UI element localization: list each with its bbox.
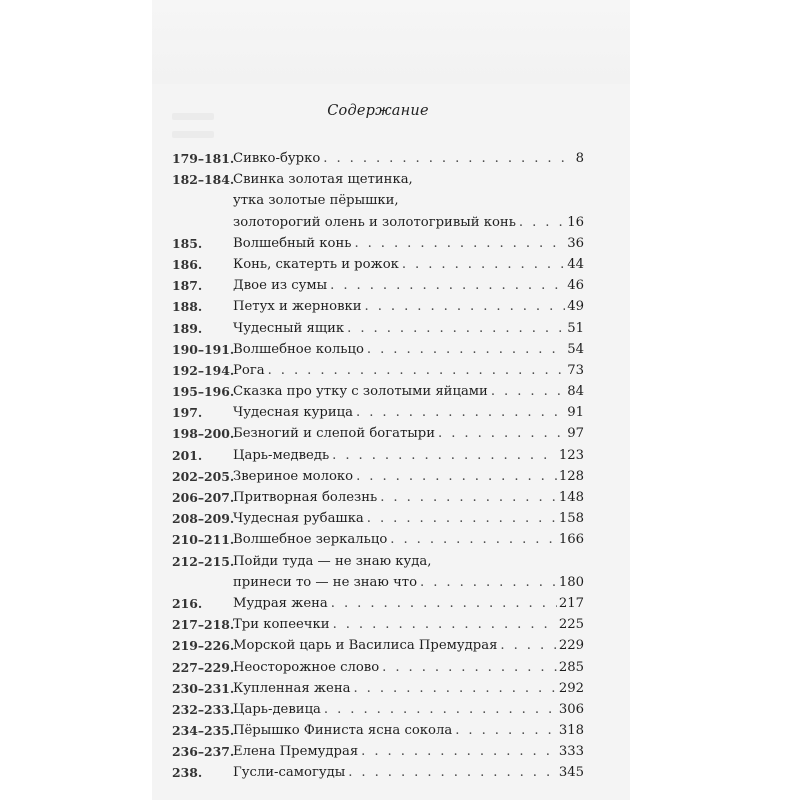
dot-leader: [399, 254, 565, 275]
dot-leader: [351, 233, 565, 254]
toc-entry-page: 54: [567, 341, 584, 357]
dot-leader: [435, 423, 565, 444]
toc-entry-line: [172, 487, 584, 508]
toc-entry-line: [172, 423, 584, 444]
toc-entry-text: [233, 318, 584, 339]
toc-entry-title: Конь, скатерть и рожок: [233, 256, 399, 272]
dot-leader: [320, 148, 573, 169]
toc-entry-number: 206–207.: [172, 490, 235, 505]
dot-leader: [328, 593, 557, 614]
toc-entry-number: 189.: [172, 320, 203, 336]
toc-entry-title: Сказка про утку с золотыми яйцами: [233, 384, 488, 400]
toc-entry-text: [233, 233, 584, 254]
toc-entry-line: [172, 402, 584, 423]
toc-entry-page: 73: [567, 362, 584, 378]
toc-entry-text: [233, 339, 584, 360]
toc-entry-line: [172, 169, 584, 190]
toc-entry-number: 201.: [172, 447, 203, 463]
toc-entry-number: 192–194.: [172, 362, 235, 378]
toc-entry-page: 51: [567, 320, 584, 336]
toc-entry-line: [172, 318, 584, 339]
toc-entry-page: 318: [558, 723, 584, 739]
toc-entry-text: [233, 275, 584, 296]
toc-entry-title: Звериное молоко: [233, 468, 354, 484]
toc-entry-line: [172, 360, 584, 381]
dot-leader: [327, 275, 565, 296]
toc-entry-text: [233, 445, 584, 466]
toc-entry-line: [172, 720, 584, 741]
toc-entry-number: 182–184.: [172, 172, 235, 188]
toc-entry-line: [172, 614, 584, 635]
toc-entry-line: [172, 678, 584, 699]
toc-entry-line: [172, 148, 584, 169]
toc-entry-line: [172, 233, 584, 254]
toc-entry-number: 185.: [172, 235, 203, 251]
toc-entry-page: 97: [567, 426, 584, 442]
toc-entry-page: 345: [558, 765, 584, 781]
toc-entry-line: [172, 657, 584, 678]
dot-leader: [329, 445, 557, 466]
toc-entry-text: [233, 487, 584, 508]
toc-entry-number: 186.: [172, 256, 203, 272]
dot-leader: [516, 212, 565, 233]
toc-entry-number: 210–211.: [172, 532, 235, 548]
toc-entry-number: 238.: [172, 765, 203, 781]
toc-entry-title: Волшебное зеркальцо: [233, 532, 388, 548]
toc-entry-page: 123: [558, 447, 584, 463]
dot-leader: [350, 678, 556, 699]
toc-entry-page: 8: [575, 151, 584, 166]
toc-entry-line: [172, 741, 584, 762]
toc-entry-page: 333: [558, 744, 584, 760]
toc-entry-title: Купленная жена: [233, 680, 351, 696]
dot-leader: [452, 720, 557, 741]
dot-leader: [265, 360, 566, 381]
toc-entry-text: [233, 402, 584, 423]
toc-entry-title: Чудесная курица: [233, 405, 354, 421]
toc-entry-title: Двое из сумы: [233, 278, 328, 294]
toc-entry-title: Чудесный ящик: [233, 320, 345, 336]
toc-entry-number: 190–191.: [172, 341, 235, 357]
toc-entry-title: Пойди туда — не знаю куда,: [233, 553, 432, 569]
toc-entry-title: Царь-медведь: [233, 447, 330, 463]
dot-leader: [377, 487, 557, 508]
toc-entry-page: 44: [567, 256, 584, 272]
toc-entry-title: Рога: [233, 362, 265, 378]
toc-entry-number: 208–209.: [172, 511, 235, 527]
dot-leader: [353, 402, 565, 423]
table-of-contents: [172, 0, 584, 800]
toc-entry-text: [233, 466, 584, 487]
dot-leader: [417, 572, 557, 593]
toc-entry-line: [172, 212, 584, 233]
dot-leader: [497, 635, 556, 656]
toc-entry-line: [172, 572, 584, 593]
toc-entry-text: [233, 699, 584, 720]
toc-entry-page: 166: [558, 532, 584, 548]
toc-entry-text: [233, 529, 584, 550]
toc-entry-number: 219–226.: [172, 638, 235, 654]
toc-title: Содержание: [327, 103, 429, 119]
toc-entry-page: 285: [558, 659, 584, 675]
dot-leader: [353, 466, 557, 487]
toc-entry-page: 158: [558, 511, 584, 527]
toc-entry-title: Петух и жерновки: [233, 299, 362, 315]
toc-entry-line: [172, 635, 584, 656]
toc-entry-title: Безногий и слепой богатыри: [233, 426, 436, 442]
toc-entry-number: 197.: [172, 405, 203, 421]
toc-entry-line: [172, 466, 584, 487]
toc-entry-text: [233, 296, 584, 317]
toc-entry-number: 230–231.: [172, 680, 235, 696]
toc-entry-line: [172, 593, 584, 614]
toc-entry-title: Царь-девица: [233, 701, 321, 717]
toc-entry-number: 195–196.: [172, 384, 235, 400]
toc-entry-title: Пёрышко Финиста ясна сокола: [233, 723, 453, 739]
toc-entry-text: [233, 423, 584, 444]
toc-entry-number: 234–235.: [172, 723, 235, 739]
toc-entry-number: 202–205.: [172, 468, 235, 484]
toc-entry-page: 217: [558, 595, 584, 611]
dot-leader: [362, 296, 566, 317]
toc-entry-line: [172, 254, 584, 275]
toc-entry-text: [233, 551, 584, 572]
toc-entry-number: 236–237.: [172, 744, 235, 760]
toc-entry-page: 225: [558, 617, 584, 633]
toc-entry-text: [233, 169, 584, 190]
toc-entry-line: [172, 296, 584, 317]
toc-entry-line: [172, 762, 584, 783]
dot-leader: [364, 508, 557, 529]
toc-entry-text: [233, 508, 584, 529]
toc-entry-page: 180: [558, 574, 584, 590]
toc-entry-number: 216.: [172, 595, 203, 611]
toc-entry-page: 306: [558, 701, 584, 717]
toc-entry-title: Свинка золотая щетинка,: [233, 172, 413, 188]
dot-leader: [379, 657, 557, 678]
toc-entry-page: 16: [567, 214, 584, 230]
toc-entry-title: Волшебное кольцо: [233, 341, 364, 357]
toc-entry-title: Елена Премудрая: [233, 744, 359, 760]
toc-entry-number: 198–200.: [172, 426, 235, 442]
toc-entry-number: 187.: [172, 278, 203, 294]
toc-entry-title: Волшебный конь: [233, 235, 352, 251]
dot-leader: [345, 762, 557, 783]
toc-entry-line: [172, 381, 584, 402]
toc-entry-page: 292: [558, 680, 584, 696]
toc-entry-title: Притворная болезнь: [233, 490, 378, 505]
toc-entry-page: 128: [558, 468, 584, 484]
toc-entry-line: [172, 339, 584, 360]
toc-entry-title: Чудесная рубашка: [233, 511, 364, 527]
dot-leader: [387, 529, 557, 550]
toc-entry-page: 84: [567, 384, 584, 400]
toc-entry-title: Мудрая жена: [233, 595, 328, 611]
toc-entry-title: утка золотые пёрышки,: [233, 193, 399, 209]
toc-entry-text: [233, 762, 584, 783]
toc-entry-page: 49: [567, 299, 584, 315]
toc-entry-text: [233, 381, 584, 402]
toc-entry-line: [172, 551, 584, 572]
toc-entry-text: [233, 741, 584, 762]
show-through-mark: [172, 131, 214, 138]
toc-entry-text: [233, 720, 584, 741]
toc-entry-text: [233, 572, 584, 593]
dot-leader: [488, 381, 565, 402]
toc-entry-title: Гусли-самогуды: [233, 765, 346, 781]
toc-entry-title: принеси то — не знаю что: [233, 574, 418, 590]
toc-entry-number: 179–181.: [172, 151, 235, 166]
dot-leader: [358, 741, 557, 762]
toc-entry-number: 217–218.: [172, 617, 235, 633]
toc-entry-title: золоторогий олень и золотогривый конь: [233, 214, 516, 230]
toc-entry-title: Неосторожное слово: [233, 659, 380, 675]
toc-entry-page: 229: [558, 638, 584, 654]
toc-entry-line: [172, 275, 584, 296]
toc-entry-text: [233, 635, 584, 656]
toc-entry-line: [172, 445, 584, 466]
dot-leader: [330, 614, 557, 635]
toc-entry-number: 232–233.: [172, 701, 235, 717]
dot-leader: [364, 339, 565, 360]
toc-entry-line: [172, 190, 584, 211]
toc-entry-line: [172, 699, 584, 720]
toc-entry-number: 212–215.: [172, 553, 235, 569]
toc-entry-page: 46: [567, 278, 584, 294]
dot-leader: [321, 699, 557, 720]
toc-entry-text: [233, 254, 584, 275]
toc-entry-page: 36: [567, 235, 584, 251]
toc-entry-text: [233, 360, 584, 381]
toc-entry-text: [233, 657, 584, 678]
toc-entry-number: 188.: [172, 299, 203, 315]
toc-entry-page: 91: [567, 405, 584, 421]
toc-entry-line: [172, 529, 584, 550]
toc-entries: [172, 148, 584, 784]
toc-entry-title: Морской царь и Василиса Премудрая: [233, 638, 498, 654]
toc-entry-title: Три копеечки: [233, 617, 330, 633]
toc-entry-number: 227–229.: [172, 659, 235, 675]
toc-entry-text: [233, 212, 584, 233]
toc-entry-text: [233, 614, 584, 635]
dot-leader: [344, 318, 565, 339]
toc-entry-text: [233, 678, 584, 699]
toc-entry-text: [233, 190, 584, 211]
toc-entry-text: [233, 593, 584, 614]
toc-entry-line: [172, 508, 584, 529]
toc-entry-text: [233, 148, 584, 169]
toc-entry-page: 148: [558, 490, 584, 505]
toc-entry-title: Сивко-бурко: [233, 151, 321, 166]
